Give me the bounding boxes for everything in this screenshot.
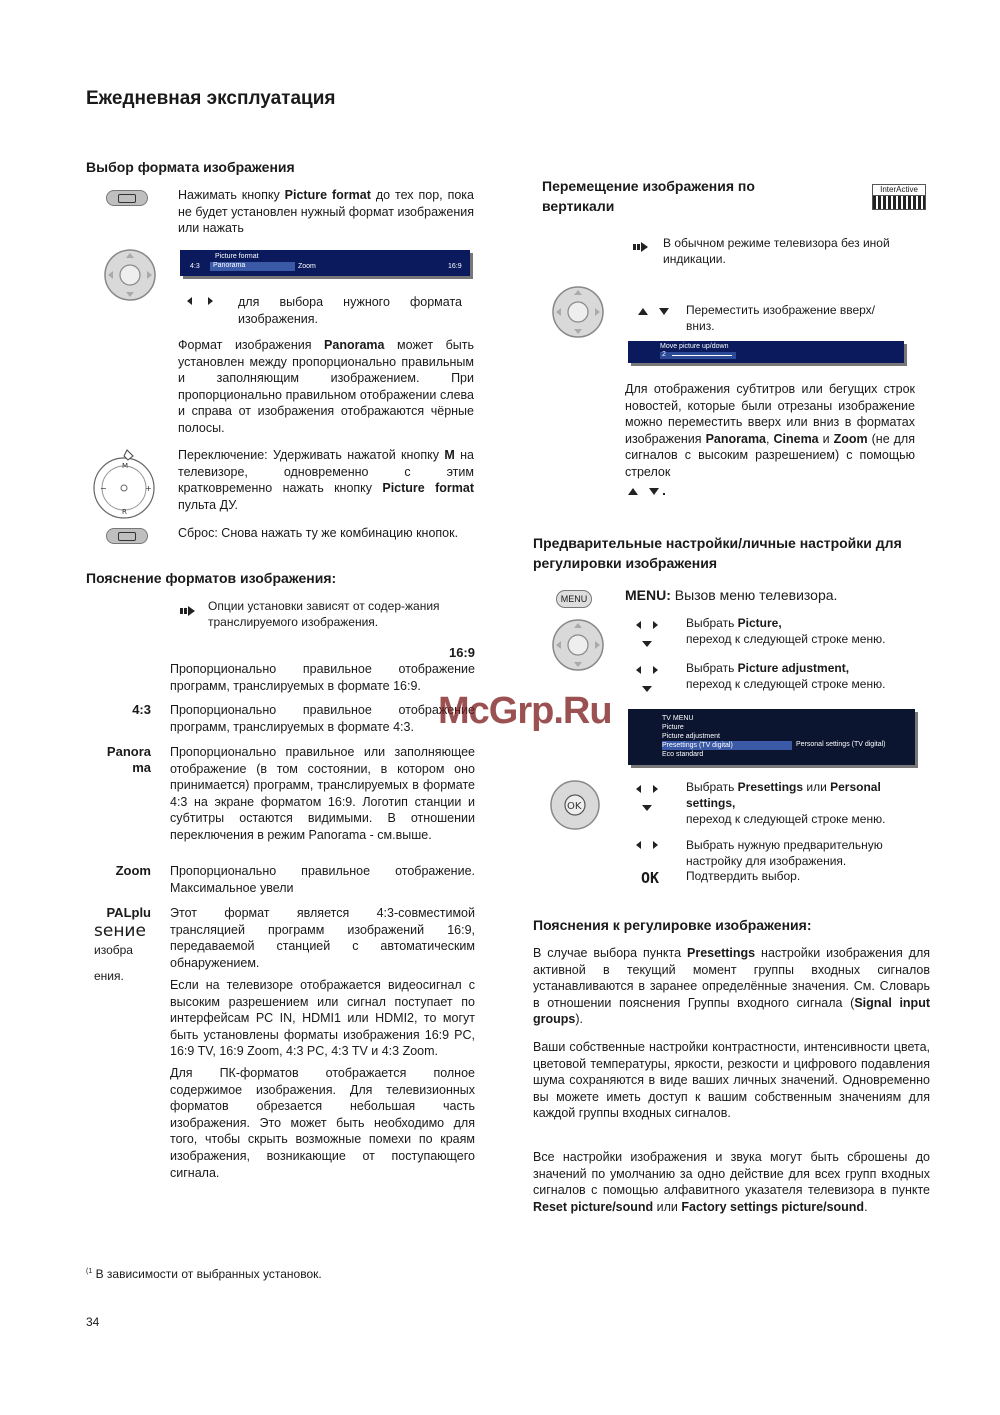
interactive-badge-pattern [873, 196, 925, 209]
ok-navigation-icon-right [552, 286, 604, 338]
watermark: McGrp.Ru [438, 690, 612, 732]
ok-navigation-icon [104, 249, 156, 301]
para-personal-settings: Ваши собственные настройки контрастности, интенсивности цвета, цветовой температуры, яркости, резкости и цифрового подавления шума сохраняются в виде ваших личных значений. Одновременно вы можете иметь доступ к вашим собственным значениям для каждой группы входных сигналов. [533, 1040, 930, 1121]
palplus-fragment-1: sение [94, 921, 146, 941]
para-reset: Все настройки изображения и звука могут быть сброшены до значений по умолчанию за одно действие для всех групп входных сигналов с помощью алфавитного указателя телевизора в пункте Reset picture/sound или Factory settings picture/sound. [533, 1150, 930, 1214]
picture-format-key-icon [106, 190, 148, 206]
note-arrow-icon [180, 606, 196, 616]
section-heading-format-explanation: Пояснение форматов изображения: [86, 570, 337, 586]
nav-arrows-icon-3 [634, 784, 660, 812]
osd-move-bar: 2 [660, 352, 736, 359]
hd-formats-text: Если на телевизоре отображается видеосигнал с высоким разрешением или сигнал поступает по интерфейсам PC IN, HDMI1 или HDMI2, то могут быть установлены форматы изображения 16:9 PC, 16:9 TV, 16:9 Zoom, 4:3 PC, 4:3 TV и 4:3 Zoom. [170, 978, 475, 1059]
format-text-palplus: Этот формат является 4:3-совместимой трансляцией программ изображений 16:9, передаваемой станцией с автоматическим обнаружением. [170, 906, 475, 970]
up-down-arrows-icon [637, 306, 671, 316]
format-text-zoom: Пропорционально правильное отображение. Максимальное увели [170, 864, 475, 895]
panorama-description: Формат изображения Panorama может быть установлен между пропорционально правильным и заполняющим изображением. При пропорционально правильном отображении слева и справа от изображения отображаются чёрные полосы. [178, 338, 474, 435]
palplus-fragment-2: изобра [94, 943, 133, 957]
nav-arrows-icon-1 [634, 620, 660, 648]
step-press-picture-format: Нажимать кнопку Picture format до тех пор, пока не будет установлен нужный формат изображения или нажать [178, 188, 475, 236]
nav-arrows-icon-2 [634, 665, 660, 693]
palplus-fragment-3: ения. [94, 969, 124, 983]
section-heading-adjust-explanation: Пояснения к регулировке изображения: [533, 917, 812, 933]
ok-label: OK [641, 869, 660, 887]
note-options-depend: Опции установки зависят от содер-жания транслируемого изображения. [208, 599, 440, 629]
svg-text:+: + [145, 484, 152, 493]
footnote: $^{(1}$ В зависимости от выбранных установок. [86, 1267, 322, 1281]
format-key-4-3: 4:3 [132, 702, 151, 717]
svg-text:M: M [122, 462, 129, 470]
subtitles-description: Для отображения субтитров или бегущих строк новостей, которые были отрезаны изображение можно переместить вверх или вниз в форматах изображения Panorama, Cinema и Zoom (не для сигналов с высоким разрешением) с помощью стрелок [625, 382, 915, 479]
section-heading-presettings: Предварительные настройки/личные настройки для регулировки изображения [533, 535, 902, 571]
ok-button-icon [550, 780, 600, 830]
format-key-16-9: 16:9 [448, 645, 475, 660]
note-arrow-icon-right [633, 242, 649, 252]
step-select-presettings: Выбрать Presettings или Personal settings, переход к следующей строке меню. [686, 780, 886, 826]
format-key-palplus: PALplu [106, 905, 151, 920]
svg-text:−: − [100, 484, 107, 493]
tv-control-disc-icon [92, 448, 156, 520]
pc-formats-text: Для ПК-форматов отображается полное содержимое изображения. Для телевизионных форматов обрезается небольшая часть изображения. Это может быть необходимо для того, чтобы скрыть возможные помехи по краям изображения, возникающие от поступающего сигнала. [170, 1066, 475, 1180]
section-heading-picture-format: Выбор формата изображения [86, 159, 295, 175]
step-select-picture-adjustment: Выбрать Picture adjustment, переход к следующей строке меню. [686, 661, 886, 691]
normal-mode-note: В обычном режиме телевизора без иной индикации. [663, 236, 890, 266]
switch-description: Переключение: Удерживать нажатой кнопку M на телевизоре, одновременно с этим кратковременно нажать кнопку Picture format пульта ДУ. [178, 448, 474, 512]
ok-navigation-icon-menu [552, 619, 604, 671]
svg-text:R: R [122, 508, 127, 516]
picture-format-key-icon-2 [106, 528, 148, 544]
left-right-arrows-icon [186, 296, 214, 306]
reset-description: Сброс: Снова нажать ту же комбинацию кнопок. [178, 526, 459, 540]
osd-move-picture: Move picture up/down 2 [628, 341, 904, 363]
menu-instruction: MENU: Вызов меню телевизора. [625, 587, 838, 603]
format-text-panorama: Пропорционально правильное или заполняющее отображение (в том состоянии, в котором оно принимается) программ, транслируемых в формате 4:3 на экране форматом 16:9. Логотип станции и субтитры остаются видимыми. В отношении переключения в режим Panorama - см.выше. [170, 745, 475, 842]
left-right-arrows-icon-right [634, 840, 660, 850]
format-text-16-9: Пропорционально правильное отображение программ, транслируемых в формате 16:9. [170, 662, 475, 693]
up-down-arrows-icon-2 [627, 486, 667, 496]
menu-button-icon: MENU [556, 590, 592, 608]
arrows-select-format-text: для выбора нужного формата изображения. [238, 295, 462, 326]
osd-picture-format: Picture format 4:3 Panorama Zoom 16:9 [180, 250, 470, 276]
interactive-badge: InterActive [872, 184, 926, 210]
svg-text:OK: OK [567, 801, 582, 812]
step-select-picture: Выбрать Picture, переход к следующей строке меню. [686, 616, 886, 646]
format-text-4-3: Пропорционально правильное отображение программ, транслируемых в формате 4:3. [170, 703, 475, 734]
page-title: Ежедневная эксплуатация [86, 88, 336, 109]
move-picture-text: Переместить изображение вверх/вниз. [686, 303, 876, 333]
format-key-zoom: Zoom [115, 863, 151, 878]
section-heading-vertical-move: Перемещение изображения по вертикали [542, 178, 755, 214]
page-number: 34 [86, 1315, 100, 1329]
step-choose-presetting: Выбрать нужную предварительную настройку для изображения. [686, 838, 883, 868]
osd-tv-menu: TV MENU Picture Picture adjustment Presettings (TV digital) Eco standard Personal settings (TV digital) [628, 709, 915, 765]
format-key-panorama: Panora ma [106, 744, 151, 775]
para-presettings: В случае выбора пункта Presettings настройки изображения для активной в текущий момент группы входных сигналов устанавливаются в заранее определённые значения. См. Словарь в отношении пояснения Группы входного сигнала (Signal input groups). [533, 946, 931, 1027]
step-confirm: Подтвердить выбор. [686, 869, 801, 883]
